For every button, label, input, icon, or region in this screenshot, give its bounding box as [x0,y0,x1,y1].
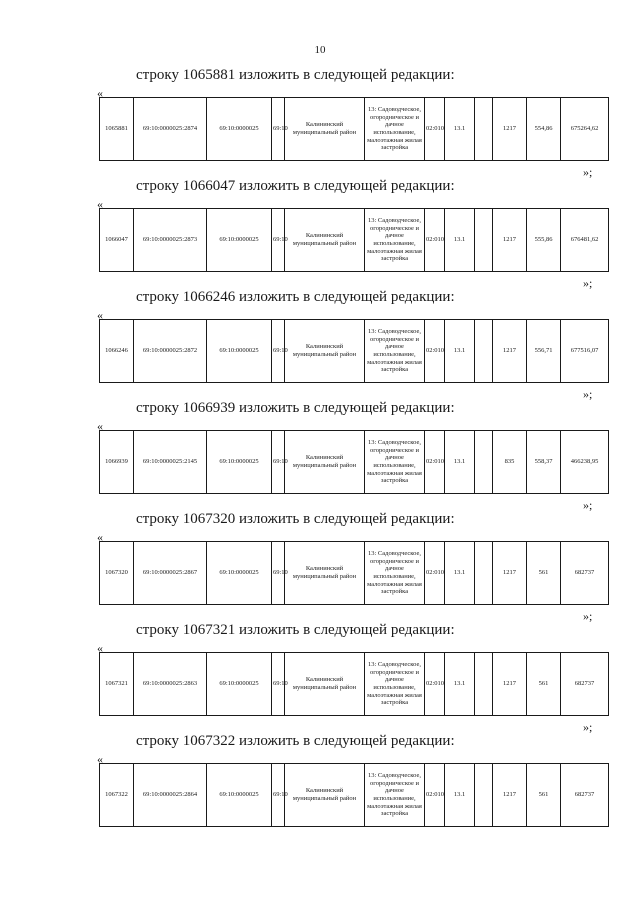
cell-land-use-description: 13: Садоводческое, огородническое и дачное использование, малоэтажная жилая застройка [365,653,425,716]
register-row-table [99,541,609,605]
cell-id: 1065881 [100,98,134,161]
cell-id: 1066246 [100,320,134,383]
page-number: 10 [314,44,326,56]
register-row-table [99,652,609,716]
cell-district: Калининский муниципальный район [285,431,365,494]
cell-id: 1067320 [100,542,134,605]
opening-quote: « [97,641,103,655]
cell-cadastral-quarter: 69:10:0000025 [207,209,272,272]
closing-quote: »; [583,165,593,179]
cell-empty [475,764,493,827]
cell-id: 1067322 [100,764,134,827]
cell-subcode: 02:010 [425,98,445,161]
cell-specific-value: 561 [527,653,561,716]
cell-group: 13.1 [445,653,475,716]
cell-region-code: 69:10 [272,431,285,494]
cell-empty [475,542,493,605]
table-row [100,542,609,605]
cell-cadastral-value: 676481,62 [561,209,609,272]
cell-district: Калининский муниципальный район [285,98,365,161]
cell-cadastral-value: 682737 [561,653,609,716]
cell-cadastral-value: 466238,95 [561,431,609,494]
amendment-heading: строку 1065881 изложить в следующей редакции: [136,67,455,83]
cell-specific-value: 556,71 [527,320,561,383]
cell-group: 13.1 [445,320,475,383]
table-row [100,98,609,161]
closing-quote: »; [583,387,593,401]
table-row [100,320,609,383]
cell-cadastral-value: 682737 [561,542,609,605]
register-row-table [99,97,609,161]
cell-land-use-description: 13: Садоводческое, огородническое и дачное использование, малоэтажная жилая застройка [365,98,425,161]
cell-empty [475,653,493,716]
cell-cadastral-number: 69:10:0000025:2874 [134,98,207,161]
cell-region-code: 69:10 [272,653,285,716]
closing-quote: »; [583,276,593,290]
cell-area: 1217 [493,98,527,161]
amendment-heading: строку 1066939 изложить в следующей редакции: [136,400,455,416]
cell-cadastral-value: 677516,07 [561,320,609,383]
cell-empty [475,98,493,161]
cell-land-use-description: 13: Садоводческое, огородническое и дачное использование, малоэтажная жилая застройка [365,764,425,827]
cell-cadastral-value: 682737 [561,764,609,827]
register-row-table [99,430,609,494]
amendment-heading: строку 1067320 изложить в следующей редакции: [136,511,455,527]
cell-group: 13.1 [445,209,475,272]
cell-land-use-description: 13: Садоводческое, огородническое и дачное использование, малоэтажная жилая застройка [365,542,425,605]
amendment-heading: строку 1067321 изложить в следующей редакции: [136,622,455,638]
amendment-block [0,511,640,631]
opening-quote: « [97,752,103,766]
register-row-table [99,763,609,827]
opening-quote: « [97,308,103,322]
cell-cadastral-number: 69:10:0000025:2872 [134,320,207,383]
cell-region-code: 69:10 [272,209,285,272]
cell-empty [475,320,493,383]
cell-region-code: 69:10 [272,98,285,161]
cell-cadastral-value: 675264,62 [561,98,609,161]
amendment-heading: строку 1066246 изложить в следующей редакции: [136,289,455,305]
amendment-block [0,289,640,409]
cell-cadastral-quarter: 69:10:0000025 [207,542,272,605]
amendment-block [0,178,640,298]
cell-group: 13.1 [445,542,475,605]
cell-group: 13.1 [445,431,475,494]
register-row-table [99,319,609,383]
cell-empty [475,431,493,494]
cell-area: 1217 [493,653,527,716]
register-row-table [99,208,609,272]
amendment-block [0,400,640,520]
table-row [100,209,609,272]
cell-specific-value: 558,37 [527,431,561,494]
cell-cadastral-number: 69:10:0000025:2873 [134,209,207,272]
cell-subcode: 02:010 [425,209,445,272]
cell-region-code: 69:10 [272,320,285,383]
amendment-block [0,67,640,187]
cell-subcode: 02:010 [425,320,445,383]
cell-id: 1066047 [100,209,134,272]
closing-quote: »; [583,720,593,734]
cell-area: 1217 [493,764,527,827]
cell-subcode: 02:010 [425,431,445,494]
opening-quote: « [97,419,103,433]
cell-district: Калининский муниципальный район [285,320,365,383]
cell-cadastral-quarter: 69:10:0000025 [207,98,272,161]
amendment-heading: строку 1066047 изложить в следующей редакции: [136,178,455,194]
cell-region-code: 69:10 [272,542,285,605]
closing-quote: »; [583,609,593,623]
table-row [100,653,609,716]
cell-group: 13.1 [445,98,475,161]
cell-subcode: 02:010 [425,764,445,827]
cell-id: 1067321 [100,653,134,716]
cell-cadastral-quarter: 69:10:0000025 [207,431,272,494]
cell-id: 1066939 [100,431,134,494]
cell-land-use-description: 13: Садоводческое, огородническое и дачное использование, малоэтажная жилая застройка [365,209,425,272]
cell-district: Калининский муниципальный район [285,653,365,716]
cell-cadastral-quarter: 69:10:0000025 [207,764,272,827]
cell-empty [475,209,493,272]
cell-cadastral-quarter: 69:10:0000025 [207,320,272,383]
cell-region-code: 69:10 [272,764,285,827]
cell-cadastral-number: 69:10:0000025:2867 [134,542,207,605]
cell-cadastral-number: 69:10:0000025:2864 [134,764,207,827]
cell-cadastral-number: 69:10:0000025:2863 [134,653,207,716]
amendment-block [0,733,640,853]
cell-cadastral-number: 69:10:0000025:2145 [134,431,207,494]
cell-area: 835 [493,431,527,494]
opening-quote: « [97,86,103,100]
table-row [100,431,609,494]
cell-specific-value: 561 [527,542,561,605]
amendment-heading: строку 1067322 изложить в следующей редакции: [136,733,455,749]
amendment-block [0,622,640,742]
cell-subcode: 02:010 [425,542,445,605]
opening-quote: « [97,530,103,544]
cell-specific-value: 561 [527,764,561,827]
cell-area: 1217 [493,320,527,383]
cell-district: Калининский муниципальный район [285,764,365,827]
table-row [100,764,609,827]
cell-district: Калининский муниципальный район [285,209,365,272]
cell-subcode: 02:010 [425,653,445,716]
cell-specific-value: 554,86 [527,98,561,161]
closing-quote: »; [583,498,593,512]
cell-group: 13.1 [445,764,475,827]
cell-cadastral-quarter: 69:10:0000025 [207,653,272,716]
cell-land-use-description: 13: Садоводческое, огородническое и дачное использование, малоэтажная жилая застройка [365,320,425,383]
cell-land-use-description: 13: Садоводческое, огородническое и дачное использование, малоэтажная жилая застройка [365,431,425,494]
cell-specific-value: 555,86 [527,209,561,272]
cell-area: 1217 [493,542,527,605]
opening-quote: « [97,197,103,211]
cell-area: 1217 [493,209,527,272]
cell-district: Калининский муниципальный район [285,542,365,605]
